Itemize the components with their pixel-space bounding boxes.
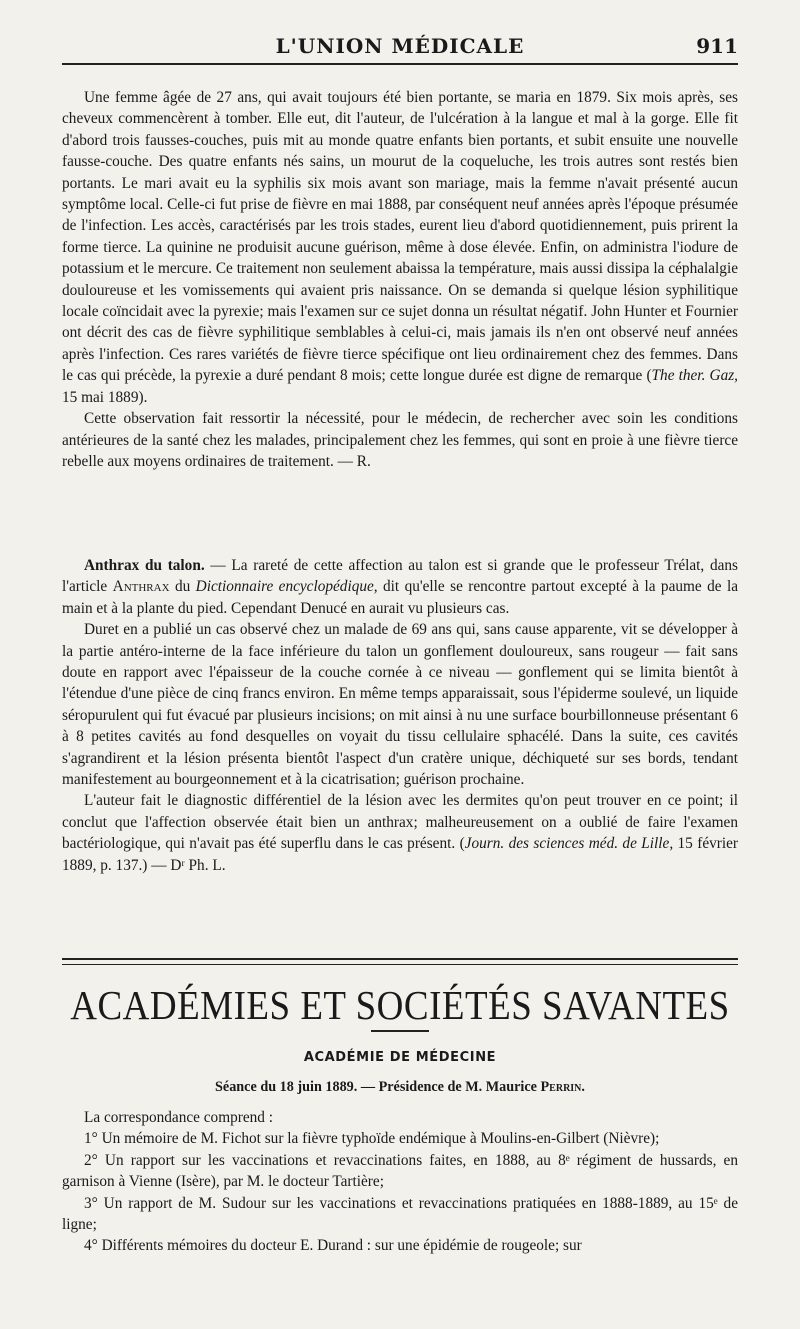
citation: Dictionnaire encyclopédique, [195,578,378,596]
paragraph [62,87,738,408]
session-text: Séance du 18 juin 1889. — Présidence de M. Maurice [215,1079,541,1095]
paragraph-text: 15 mai 1889). [62,388,148,406]
section-title: ACADÉMIES ET SOCIÉTÉS SAVANTES [70,983,730,1030]
correspondence-intro: La correspondance comprend : [84,1109,274,1126]
article-syphilitic-fever [62,87,738,472]
article-lead-title: Anthrax du talon. [84,557,205,574]
subsection-title: ACADÉMIE DE MÉDECINE [303,1050,497,1065]
correspondence [62,1107,738,1257]
section-divider [62,958,738,965]
paragraph [62,408,738,472]
running-title: L'UNION MÉDICALE [275,34,525,58]
paragraph [62,619,738,790]
paragraph-text: Duret en a publié un cas observé chez un malade de 69 ans qui, sans cause apparente, vit se développer à la partie antéro-interne de la face inférieure du talon un gonflement douloureux, sans rougeur — fait sans doute en rapport avec l'épaisseur de la couche cornée à ce niveau — gonflement qui se limita bientôt à l'étendue d'une pièce de cinq francs environ. En même temps apparaissait, sous l'épiderme soulevé, un liquide séropurulent qui fut évacué par plusieurs incisions; on mit ainsi à nu une surface bourbillonneuse présentant 6 à 8 petites cavités au fond desquelles on voyait du tissu cellulaire sphacélé. Dans la suite, ces cavités s'agrandirent et la lésion présenta bientôt l'aspect d'un cratère unique, déchiqueté sur ses bords, tendant manifestement au bourgeonnement et à la cicatrisation; guérison prochaine. [62,621,738,789]
paragraph [62,555,738,619]
paragraph-text: L'auteur fait le diagnostic différentiel de la lésion avec les dermites qu'on peut trouver en ce point; il conclut que l'affection observée était bien un anthrax; malheureusement on a oublié de faire l'examen bactériologique, qui n'avait pas été superflu dans le cas présent. ( [62,792,738,853]
page-number: 911 [696,34,738,58]
paragraph [62,790,738,876]
paragraph-text: Cette observation fait ressortir la nécessité, pour le médecin, de rechercher avec soin les conditions antérieures de la santé chez les malades, principalement chez les femmes, qui sont en proie à une fièvre tierce rebelle aux moyens ordinaires de traitement. — R. [62,410,738,470]
session-line [62,1079,738,1096]
session-text: . [581,1079,585,1095]
paragraph-text: Une femme âgée de 27 ans, qui avait toujours été bien portante, se maria en 1879. Six mois après, ses cheveux commencèrent à tomber. Elle eut, dit l'auteur, de l'ulcération à la langue et mal à la gorge. Elle fit d'abord trois fausses-couches, puis mit au monde quatre enfants bien portants, et subit ensuite une nouvelle fausse-couche. Des quatre enfants nés sains, un mourut de la coqueluche, les trois autres sont restés bien portants. Le mari avait eu la syphilis six mois avant son mariage, mais la femme n'avait présenté aucun symptôme local. Celle-ci fut prise de fièvre en mai 1888, par conséquent neuf années après l'époque présumée de l'infection. Les accès, caractérisés par les trois stades, eurent lieu d'abord quotidiennement, puis prirent la forme tierce. La quinine ne produisit aucune guérison, même à dose élevée. Enfin, on administra l'iodure de potassium et le mercure. Ce traitement non seulement abaissa la température, mais aussi dissipa la céphalalgie douloureuse et les vomissements qui avaient pris naissance. On se demanda si quelque lésion syphilitique locale coïncidait avec la pyrexie; mais l'examen sur ce sujet donna un résultat négatif. John Hunter et Fournier ont décrit des cas de fièvre syphilitique semblables à celui-ci, mais jamais ils n'en ont observé neuf années après l'infection. Ces rares variétés de fièvre tierce spécifique ont lieu ordinairement chez des femmes. Dans le cas qui précède, la pyrexie a duré pendant 8 mois; cette longue durée est digne de remarque ( [62,89,738,385]
paragraph-text: 15 février 1889, p. 137.) — Dʳ Ph. L. [62,835,738,874]
paragraph-text: dit qu'elle se rencontre partout excepté à la paume de la main et à la plante du pied. Cependant Denucé en aurait vu plusieurs cas. [62,578,738,617]
list-item: 2° Un rapport sur les vaccinations et revaccinations faites, en 1888, au 8ᵉ régiment de hussards, en garnison à Vienne (Isère), par M. le docteur Tartière; [62,1151,738,1191]
small-caps-term: Anthrax [112,578,170,596]
president-name: Perrin [540,1079,582,1095]
running-head [62,30,738,62]
paragraph-text: du [169,578,196,596]
citation: The ther. Gaz, [651,367,738,385]
list-item: 1° Un mémoire de M. Fichot sur la fièvre typhoïde endémique à Moulins-en-Gilbert (Nièvre); [84,1130,660,1148]
article-anthrax-heel [62,555,738,876]
list-item: 3° Un rapport de M. Sudour sur les vaccinations et revaccinations pratiquées en 1888-1889, au 15ᵉ de ligne; [62,1194,738,1234]
paragraph-text: — La rareté de cette affection au talon est si grande que le professeur Trélat, dans l'article [62,557,738,596]
list-item: 4° Différents mémoires du docteur E. Durand : sur une épidémie de rougeole; sur [84,1237,582,1255]
citation: Journ. des sciences méd. de Lille, [464,835,674,853]
header-rule [62,63,738,65]
title-underline [371,1030,429,1032]
